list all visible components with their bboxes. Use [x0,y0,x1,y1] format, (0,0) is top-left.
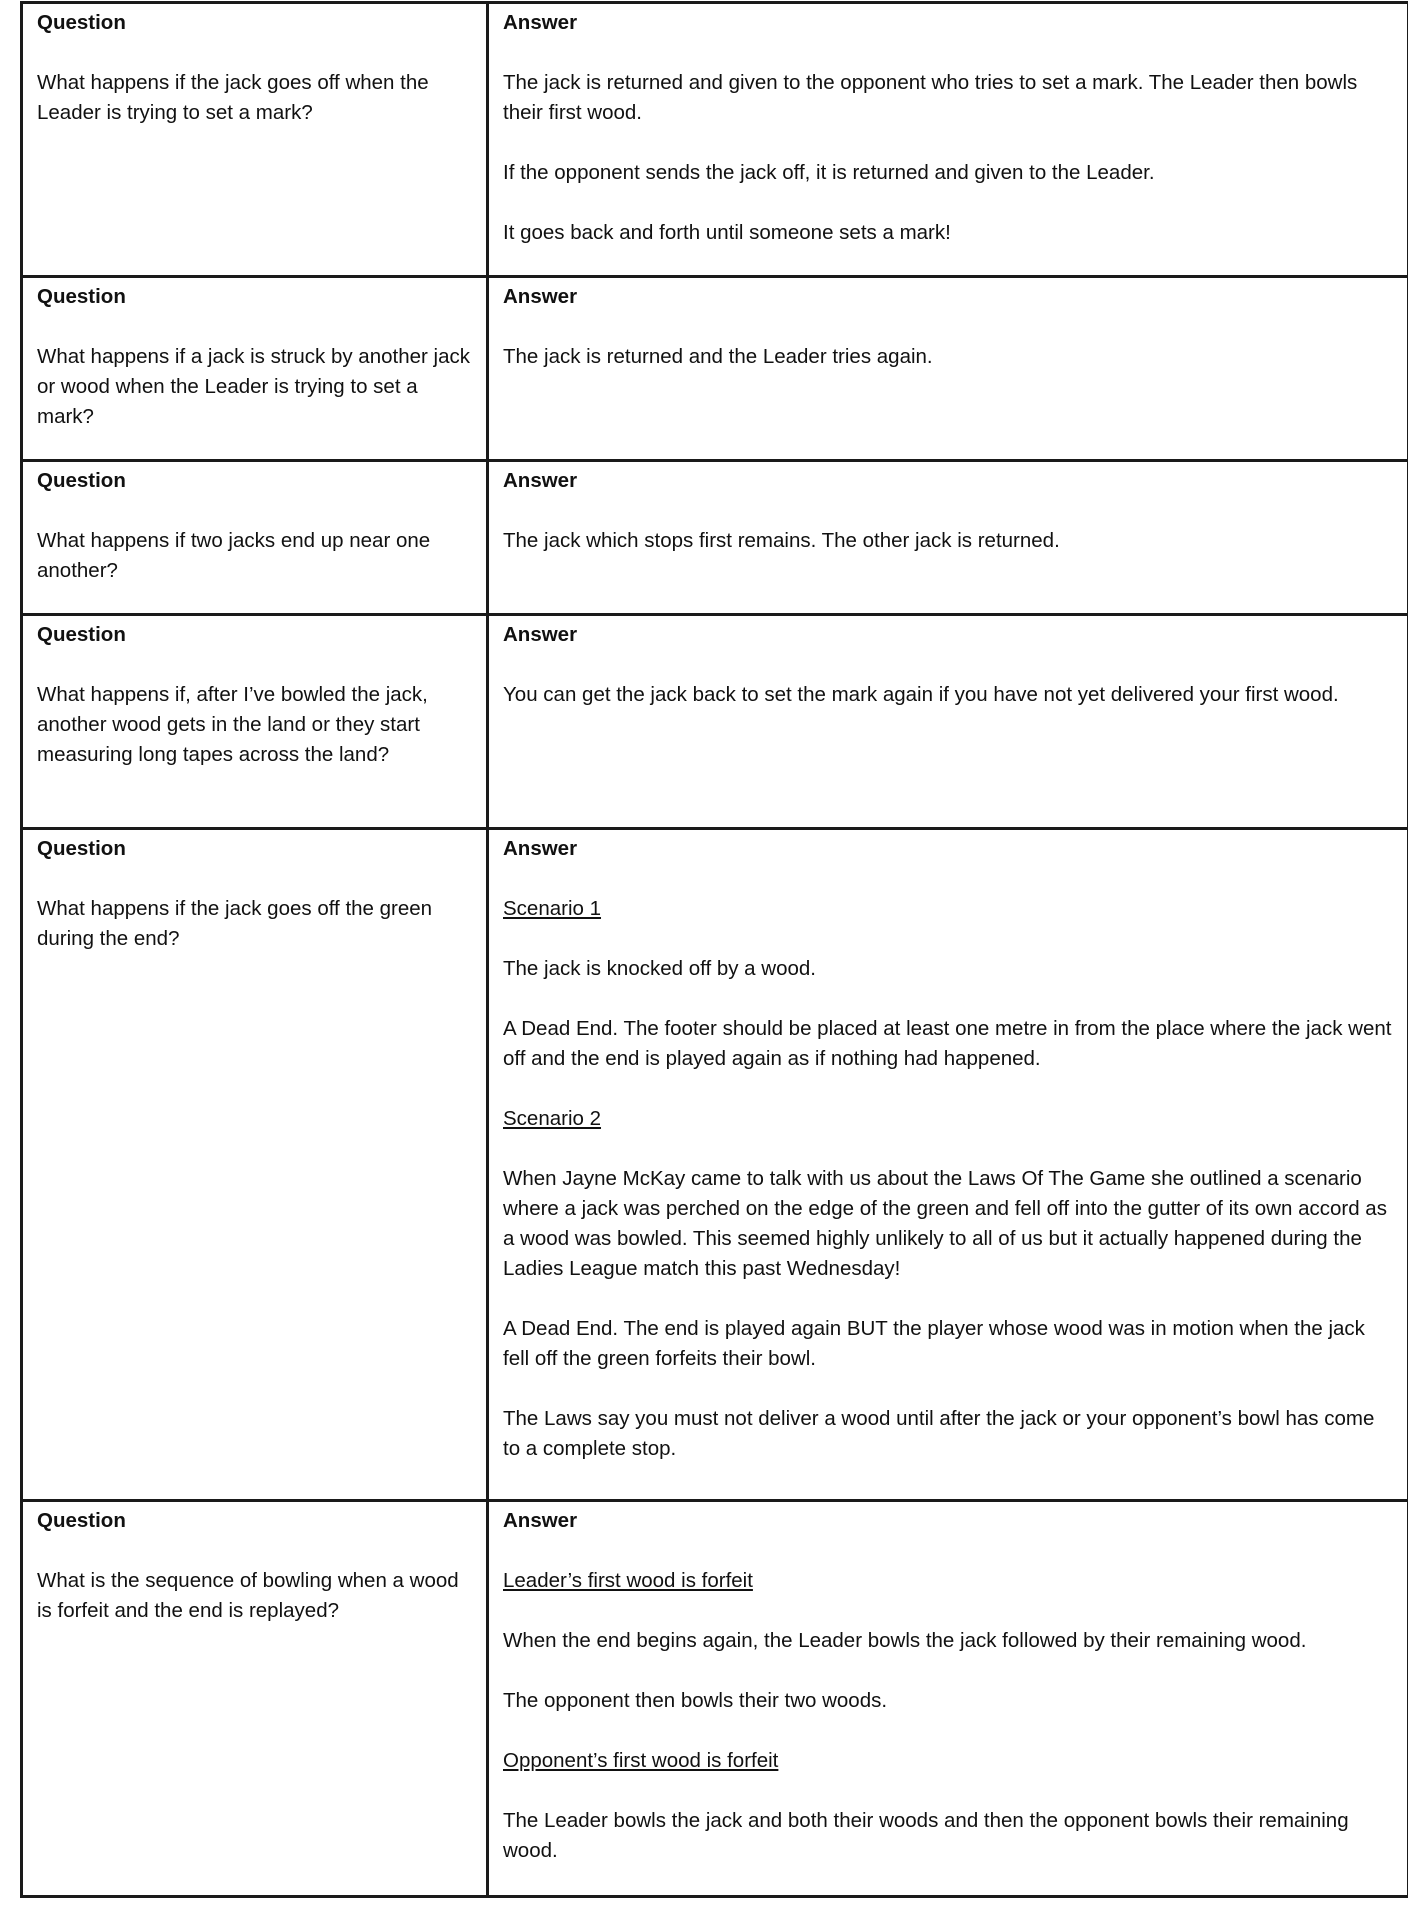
question-header: Question [37,623,126,646]
answer-text: When the end begins again, the Leader bowls the jack followed by their remaining wood. [503,1629,1307,1652]
scenario-2-title: Scenario 2 [503,1107,602,1130]
answer-text: The opponent then bowls their two woods. [503,1689,888,1712]
question-cell [22,615,488,829]
question-text: What happens if the jack goes off when the Leader is trying to set a mark? [37,71,429,124]
answer-cell [488,3,1408,277]
answer-cell [488,1501,1408,1897]
answer-text: A Dead End. The footer should be placed at least one metre in from the place where the jack went off and the end is played again as if nothing had happened. [503,1017,1392,1070]
question-header: Question [37,1509,126,1532]
answer-text: If the opponent sends the jack off, it is returned and given to the Leader. [503,161,1155,184]
answer-header: Answer [503,623,578,646]
question-text: What happens if, after I’ve bowled the jack, another wood gets in the land or they start measuring long tapes across the land? [37,683,428,766]
answer-header: Answer [503,837,578,860]
answer-header: Answer [503,1509,578,1532]
question-cell [22,829,488,1501]
question-text: What happens if the jack goes off the green during the end? [37,897,433,950]
answer-header: Answer [503,285,578,308]
answer-text: The jack is knocked off by a wood. [503,957,816,980]
question-header: Question [37,11,126,34]
answer-text: The jack is returned and the Leader tries again. [503,345,933,368]
question-cell [22,461,488,615]
question-text: What is the sequence of bowling when a wood is forfeit and the end is replayed? [37,1569,459,1622]
scenario-1-title: Scenario 1 [503,897,602,920]
answer-cell [488,461,1408,615]
answer-cell [488,615,1408,829]
case-1-title: Leader’s first wood is forfeit [503,1569,753,1592]
answer-text: You can get the jack back to set the mark again if you have not yet delivered your first wood. [503,683,1339,706]
table-row [22,3,1408,277]
question-text: What happens if a jack is struck by another jack or wood when the Leader is trying to set a mark? [37,345,470,428]
answer-text: The Laws say you must not deliver a wood until after the jack or your opponent’s bowl has come to a complete stop. [503,1407,1375,1460]
answer-text: When Jayne McKay came to talk with us about the Laws Of The Game she outlined a scenario where a jack was perched on the edge of the green and fell off into the gutter of its own accord as a wood was bowled. This seemed highly unlikely to all of us but it actually happened during the Ladies League match this past Wednesday! [503,1167,1387,1280]
answer-text: The jack is returned and given to the opponent who tries to set a mark. The Leader then bowls their first wood. [503,71,1358,124]
question-cell [22,1501,488,1897]
question-header: Question [37,469,126,492]
question-cell [22,3,488,277]
answer-text: It goes back and forth until someone sets a mark! [503,221,951,244]
answer-cell [488,277,1408,461]
table-row [22,277,1408,461]
question-header: Question [37,837,126,860]
table-row [22,461,1408,615]
answer-header: Answer [503,469,578,492]
qa-table [20,1,1408,1898]
answer-header: Answer [503,11,578,34]
answer-text: A Dead End. The end is played again BUT the player whose wood was in motion when the jack fell off the green forfeits their bowl. [503,1317,1365,1370]
question-cell [22,277,488,461]
question-header: Question [37,285,126,308]
question-text: What happens if two jacks end up near one another? [37,529,431,582]
table-row [22,829,1408,1501]
answer-text: The jack which stops first remains. The other jack is returned. [503,529,1060,552]
table-row [22,1501,1408,1897]
answer-text: The Leader bowls the jack and both their woods and then the opponent bowls their remaining wood. [503,1809,1349,1862]
answer-cell [488,829,1408,1501]
table-row [22,615,1408,829]
case-2-title: Opponent’s first wood is forfeit [503,1749,779,1772]
